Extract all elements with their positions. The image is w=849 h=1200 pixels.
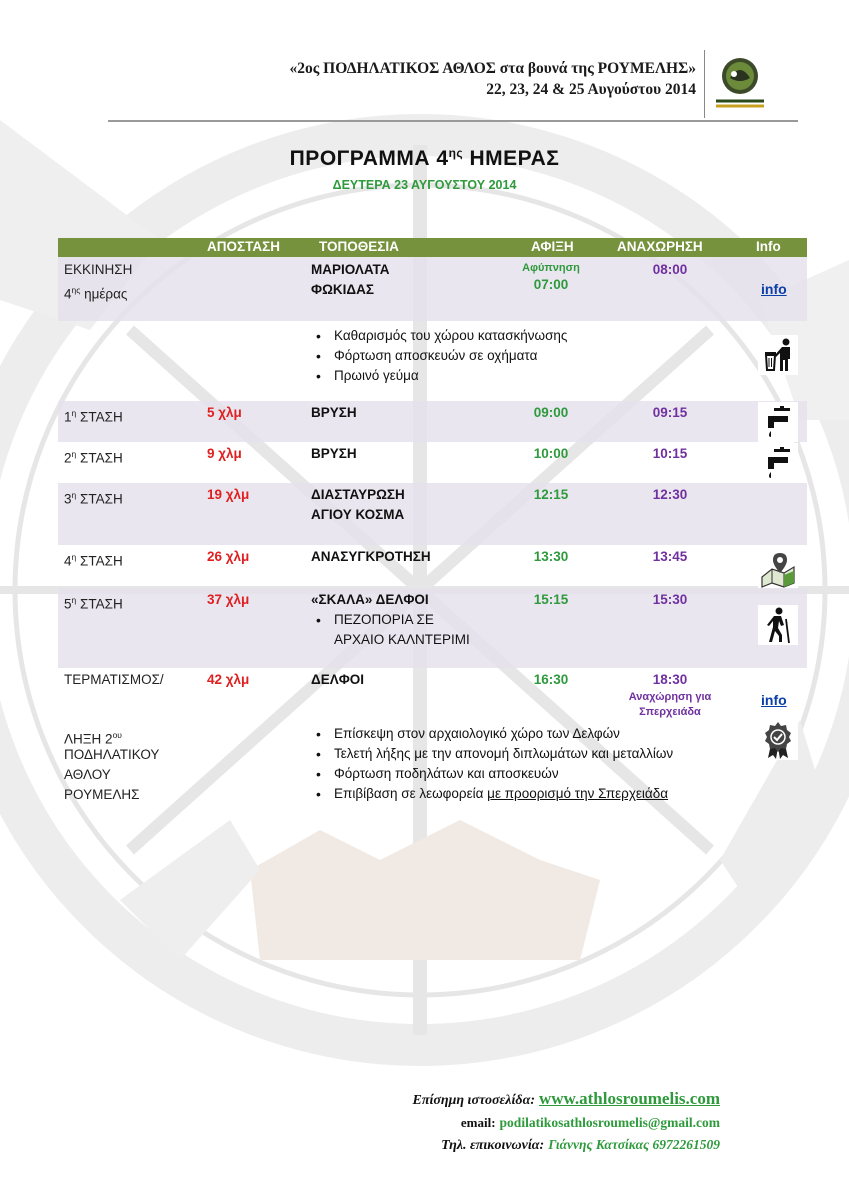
event-logo bbox=[710, 54, 770, 114]
stop-place: ΔΙΑΣΤΑΥΡΩΣΗ bbox=[311, 487, 405, 502]
finish-place: ΔΕΛΦΟΙ bbox=[311, 672, 365, 687]
start-activities bbox=[314, 326, 567, 386]
table-row bbox=[58, 483, 807, 545]
stop-superscript: η bbox=[71, 408, 77, 418]
stop-word: ΣΤΑΣΗ bbox=[76, 409, 123, 425]
table-row bbox=[58, 257, 807, 321]
stop-label bbox=[64, 444, 123, 469]
stop-arrival: 13:30 bbox=[533, 549, 569, 564]
table-row bbox=[58, 442, 807, 483]
table-row bbox=[58, 545, 807, 588]
stop-departure: 13:45 bbox=[652, 549, 688, 564]
trash-person-icon bbox=[758, 335, 798, 375]
finish-label-line3: ΠΟΔΗΛΑΤΙΚΟΥ bbox=[64, 747, 160, 762]
table-row bbox=[58, 588, 807, 668]
page-title bbox=[0, 146, 849, 171]
finish-departure: 18:30 bbox=[652, 672, 688, 687]
stop-word: ΣΤΑΣΗ bbox=[76, 450, 123, 466]
stop-place: ΑΝΑΣΥΓΚΡΟΤΗΣΗ bbox=[311, 549, 431, 564]
list-item bbox=[314, 784, 673, 804]
start-place: ΜΑΡΙΟΛΑΤΑ bbox=[311, 262, 390, 277]
start-day-label bbox=[64, 280, 127, 305]
stop-number: 2 bbox=[64, 450, 72, 466]
stop-superscript: η bbox=[71, 552, 77, 562]
stop-departure: 10:15 bbox=[652, 446, 688, 461]
title-suffix: ΗΜΕΡΑΣ bbox=[463, 147, 560, 170]
stop-activities bbox=[314, 610, 434, 630]
finish-label: ΤΕΡΜΑΤΙΣΜΟΣ/ bbox=[64, 672, 164, 687]
stop-place: ΒΡΥΣΗ bbox=[311, 405, 357, 420]
table-row bbox=[58, 321, 807, 401]
stop-arrival: 15:15 bbox=[533, 592, 569, 607]
bullet-text: Επιβίβαση σε λεωφορεία bbox=[334, 786, 488, 801]
list-item-continuation: ΑΡΧΑΙΟ ΚΑΛΝΤΕΡΙΜΙ bbox=[334, 632, 470, 647]
stop-number: 4 bbox=[64, 553, 72, 569]
event-dates: 22, 23, 24 & 25 Αυγούστου 2014 bbox=[486, 81, 696, 98]
title-superscript: ης bbox=[448, 146, 464, 160]
stop-label bbox=[64, 403, 123, 428]
stop-number: 5 bbox=[64, 596, 72, 612]
table-row bbox=[58, 401, 807, 442]
website-line bbox=[412, 1088, 720, 1112]
stop-distance: 26 χλμ bbox=[207, 549, 250, 564]
list-item: • ΠΕΖΟΠΟΡΙΑ ΣΕ bbox=[314, 610, 434, 630]
header-distance: ΑΠΟΣΤΑΣΗ bbox=[207, 239, 280, 254]
stop-arrival: 09:00 bbox=[533, 405, 569, 420]
finish-end-word: ΛΗΞΗ 2 bbox=[64, 731, 113, 747]
stop-label bbox=[64, 590, 123, 615]
stop-arrival: 10:00 bbox=[533, 446, 569, 461]
header-departure: ΑΝΑΧΩΡΗΣΗ bbox=[617, 239, 703, 254]
faucet-icon bbox=[758, 443, 798, 483]
header-info: Info bbox=[756, 239, 781, 254]
wake-time: 07:00 bbox=[533, 277, 569, 292]
stop-distance: 37 χλμ bbox=[207, 592, 250, 607]
finish-arrival: 16:30 bbox=[533, 672, 569, 687]
hiker-icon bbox=[758, 605, 798, 645]
finish-departure-destination: Σπερχειάδα bbox=[639, 706, 701, 718]
email-line bbox=[412, 1112, 720, 1134]
page-footer bbox=[412, 1088, 720, 1157]
stop-departure: 09:15 bbox=[652, 405, 688, 420]
table-header bbox=[58, 238, 807, 257]
map-pin-icon bbox=[758, 549, 798, 589]
stop-distance: 5 χλμ bbox=[207, 405, 242, 420]
list-item: • Τελετή λήξης με την απονομή διπλωμάτων και μεταλλίων bbox=[314, 744, 673, 764]
header-rule bbox=[108, 120, 798, 122]
finish-distance: 42 χλμ bbox=[207, 672, 250, 687]
start-label: ΕΚΚΙΝΗΣΗ bbox=[64, 262, 133, 277]
stop-superscript: η bbox=[71, 595, 77, 605]
list-item: • Φόρτωση αποσκευών σε οχήματα bbox=[314, 346, 567, 366]
stop-place: «ΣΚΑΛΑ» ΔΕΛΦΟΙ bbox=[311, 592, 429, 607]
day-word: ημέρας bbox=[80, 286, 128, 302]
page-header bbox=[0, 0, 849, 130]
medal-icon bbox=[758, 720, 798, 760]
stop-word: ΣΤΑΣΗ bbox=[76, 553, 123, 569]
website-link[interactable]: www.athlosroumelis.com bbox=[538, 1089, 720, 1108]
schedule-table bbox=[58, 238, 807, 822]
stop-distance: 19 χλμ bbox=[207, 487, 250, 502]
finish-superscript: ου bbox=[112, 730, 122, 740]
header-divider bbox=[704, 50, 705, 118]
list-item: • Επίσκεψη στον αρχαιολογικό χώρο των Δελφών bbox=[314, 724, 673, 744]
email-address[interactable]: podilatikosathlosroumelis@gmail.com bbox=[499, 1115, 720, 1130]
list-item: • Φόρτωση ποδηλάτων και αποσκευών bbox=[314, 764, 673, 784]
header-location: ΤΟΠΟΘΕΣΙΑ bbox=[319, 239, 399, 254]
stop-label bbox=[64, 547, 123, 572]
destination-link: με προορισμό την Σπερχειάδα bbox=[487, 786, 669, 801]
stop-label bbox=[64, 485, 123, 510]
stop-superscript: η bbox=[71, 490, 77, 500]
stop-superscript: η bbox=[71, 449, 77, 459]
start-departure: 08:00 bbox=[652, 262, 688, 277]
finish-activities bbox=[314, 724, 673, 804]
phone-line bbox=[412, 1134, 720, 1157]
phone-label: Τηλ. επικοινωνία: bbox=[441, 1138, 545, 1153]
stop-arrival: 12:15 bbox=[533, 487, 569, 502]
finish-departure-note: Αναχώρηση για bbox=[628, 691, 712, 703]
website-label: Επίσημη ιστοσελίδα: bbox=[412, 1093, 535, 1108]
page-date: ΔΕΥΤΕΡΑ 23 ΑΥΓΟΥΣΤΟΥ 2014 bbox=[332, 178, 517, 192]
event-title: «2ος ΠΟΔΗΛΑΤΙΚΟΣ ΑΘΛΟΣ στα βουνά της ΡΟΥΜΕΛΗΣ» bbox=[289, 60, 696, 77]
stop-place-line2: ΑΓΙΟΥ ΚΟΣΜΑ bbox=[311, 507, 405, 522]
stop-number: 1 bbox=[64, 409, 72, 425]
header-arrival: ΑΦΙΞΗ bbox=[531, 239, 574, 254]
finish-label-line4: ΑΘΛΟΥ bbox=[64, 767, 111, 782]
phone-contact: Γιάννης Κατσίκας 6972261509 bbox=[548, 1137, 720, 1152]
email-label: email: bbox=[460, 1115, 496, 1130]
stop-place: ΒΡΥΣΗ bbox=[311, 446, 357, 461]
title-text: ΠΡΟΓΡΑΜΜΑ 4 bbox=[289, 147, 449, 170]
day-number: 4 bbox=[64, 286, 72, 302]
list-item: • Πρωινό γεύμα bbox=[314, 366, 567, 386]
list-item: • Καθαρισμός του χώρου κατασκήνωσης bbox=[314, 326, 567, 346]
stop-departure: 15:30 bbox=[652, 592, 688, 607]
faucet-icon bbox=[758, 402, 798, 442]
stop-distance: 9 χλμ bbox=[207, 446, 242, 461]
day-superscript: ης bbox=[71, 285, 81, 295]
table-row bbox=[58, 668, 807, 822]
start-place-region: ΦΩΚΙΔΑΣ bbox=[311, 282, 374, 297]
wake-label: Αφύπνηση bbox=[522, 262, 580, 274]
stop-departure: 12:30 bbox=[652, 487, 688, 502]
stop-number: 3 bbox=[64, 491, 72, 507]
info-link[interactable]: info bbox=[761, 692, 787, 708]
stop-word: ΣΤΑΣΗ bbox=[76, 491, 123, 507]
stop-word: ΣΤΑΣΗ bbox=[76, 596, 123, 612]
finish-label-line5: ΡΟΥΜΕΛΗΣ bbox=[64, 787, 140, 802]
info-link[interactable]: info bbox=[761, 281, 787, 297]
